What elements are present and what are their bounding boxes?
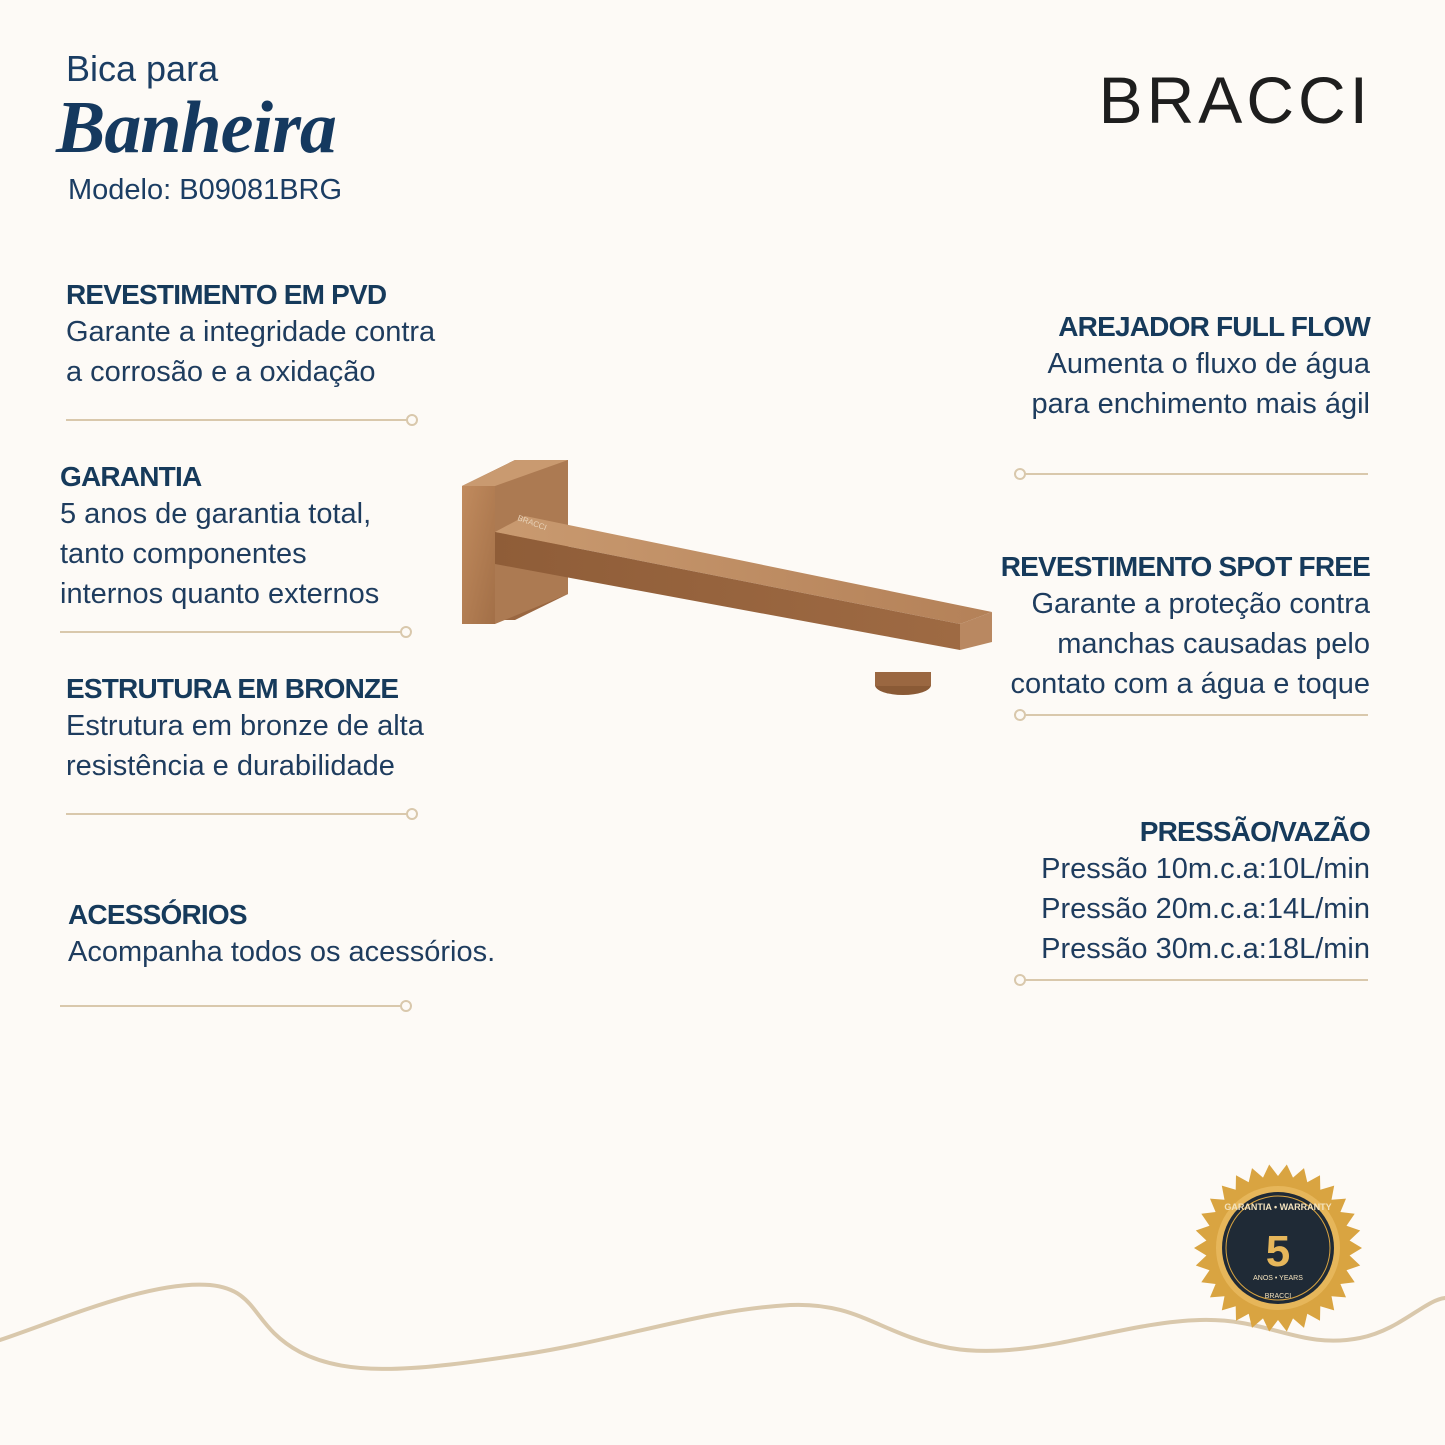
aerator-body [875, 672, 931, 686]
divider [60, 626, 412, 638]
plate-front [462, 486, 495, 624]
feature-heading: REVESTIMENTO SPOT FREE [1000, 551, 1370, 582]
product-spout-image [455, 452, 1000, 702]
feature-body: Aumenta o fluxo de água para enchimento mais ágil [1031, 348, 1370, 420]
feature-pvd [66, 278, 586, 392]
brand-logo: BRACCI [1098, 63, 1372, 137]
divider [66, 808, 418, 820]
spout-engraving: BRACCI [516, 513, 548, 533]
warranty-seal [1192, 1162, 1364, 1334]
model-label: Modelo: B09081BRG [68, 174, 343, 206]
feature-body: Estrutura em bronze de alta resistência e durabilidade [66, 710, 424, 782]
seal-years: ANOS • YEARS [1253, 1275, 1303, 1282]
feature-heading: AREJADOR FULL FLOW [1058, 311, 1370, 342]
subtitle: Bica para [66, 48, 219, 89]
divider [1014, 709, 1368, 721]
divider [1014, 468, 1368, 480]
feature-body: 5 anos de garantia total, tanto componentes internos quanto externos [60, 498, 380, 610]
seal-number: 5 [1265, 1227, 1291, 1276]
feature-heading: REVESTIMENTO EM PVD [66, 279, 387, 310]
feature-body: Garante a integridade contra a corrosão e a oxidação [66, 316, 436, 388]
divider [60, 1000, 412, 1012]
feature-acessorios [68, 898, 588, 972]
feature-body: Pressão 10m.c.a:10L/min Pressão 20m.c.a:14L/min Pressão 30m.c.a:18L/min [1041, 853, 1370, 965]
feature-arejador [850, 310, 1370, 424]
feature-heading: ACESSÓRIOS [68, 899, 247, 930]
feature-pressao [850, 815, 1370, 969]
seal-arc-text: GARANTIA • WARRANTY [1224, 1202, 1332, 1212]
feature-heading: GARANTIA [60, 461, 202, 492]
feature-heading: ESTRUTURA EM BRONZE [66, 673, 399, 704]
divider [66, 414, 418, 426]
seal-brand: BRACCI [1264, 1293, 1292, 1300]
feature-heading: PRESSÃO/VAZÃO [1139, 816, 1370, 847]
feature-body: Acompanha todos os acessórios. [68, 936, 496, 968]
page-title: Banheira [56, 87, 336, 169]
feature-body: Garante a proteção contra manchas causadas pelo contato com a água e toque [1010, 588, 1370, 700]
divider [1014, 974, 1368, 986]
